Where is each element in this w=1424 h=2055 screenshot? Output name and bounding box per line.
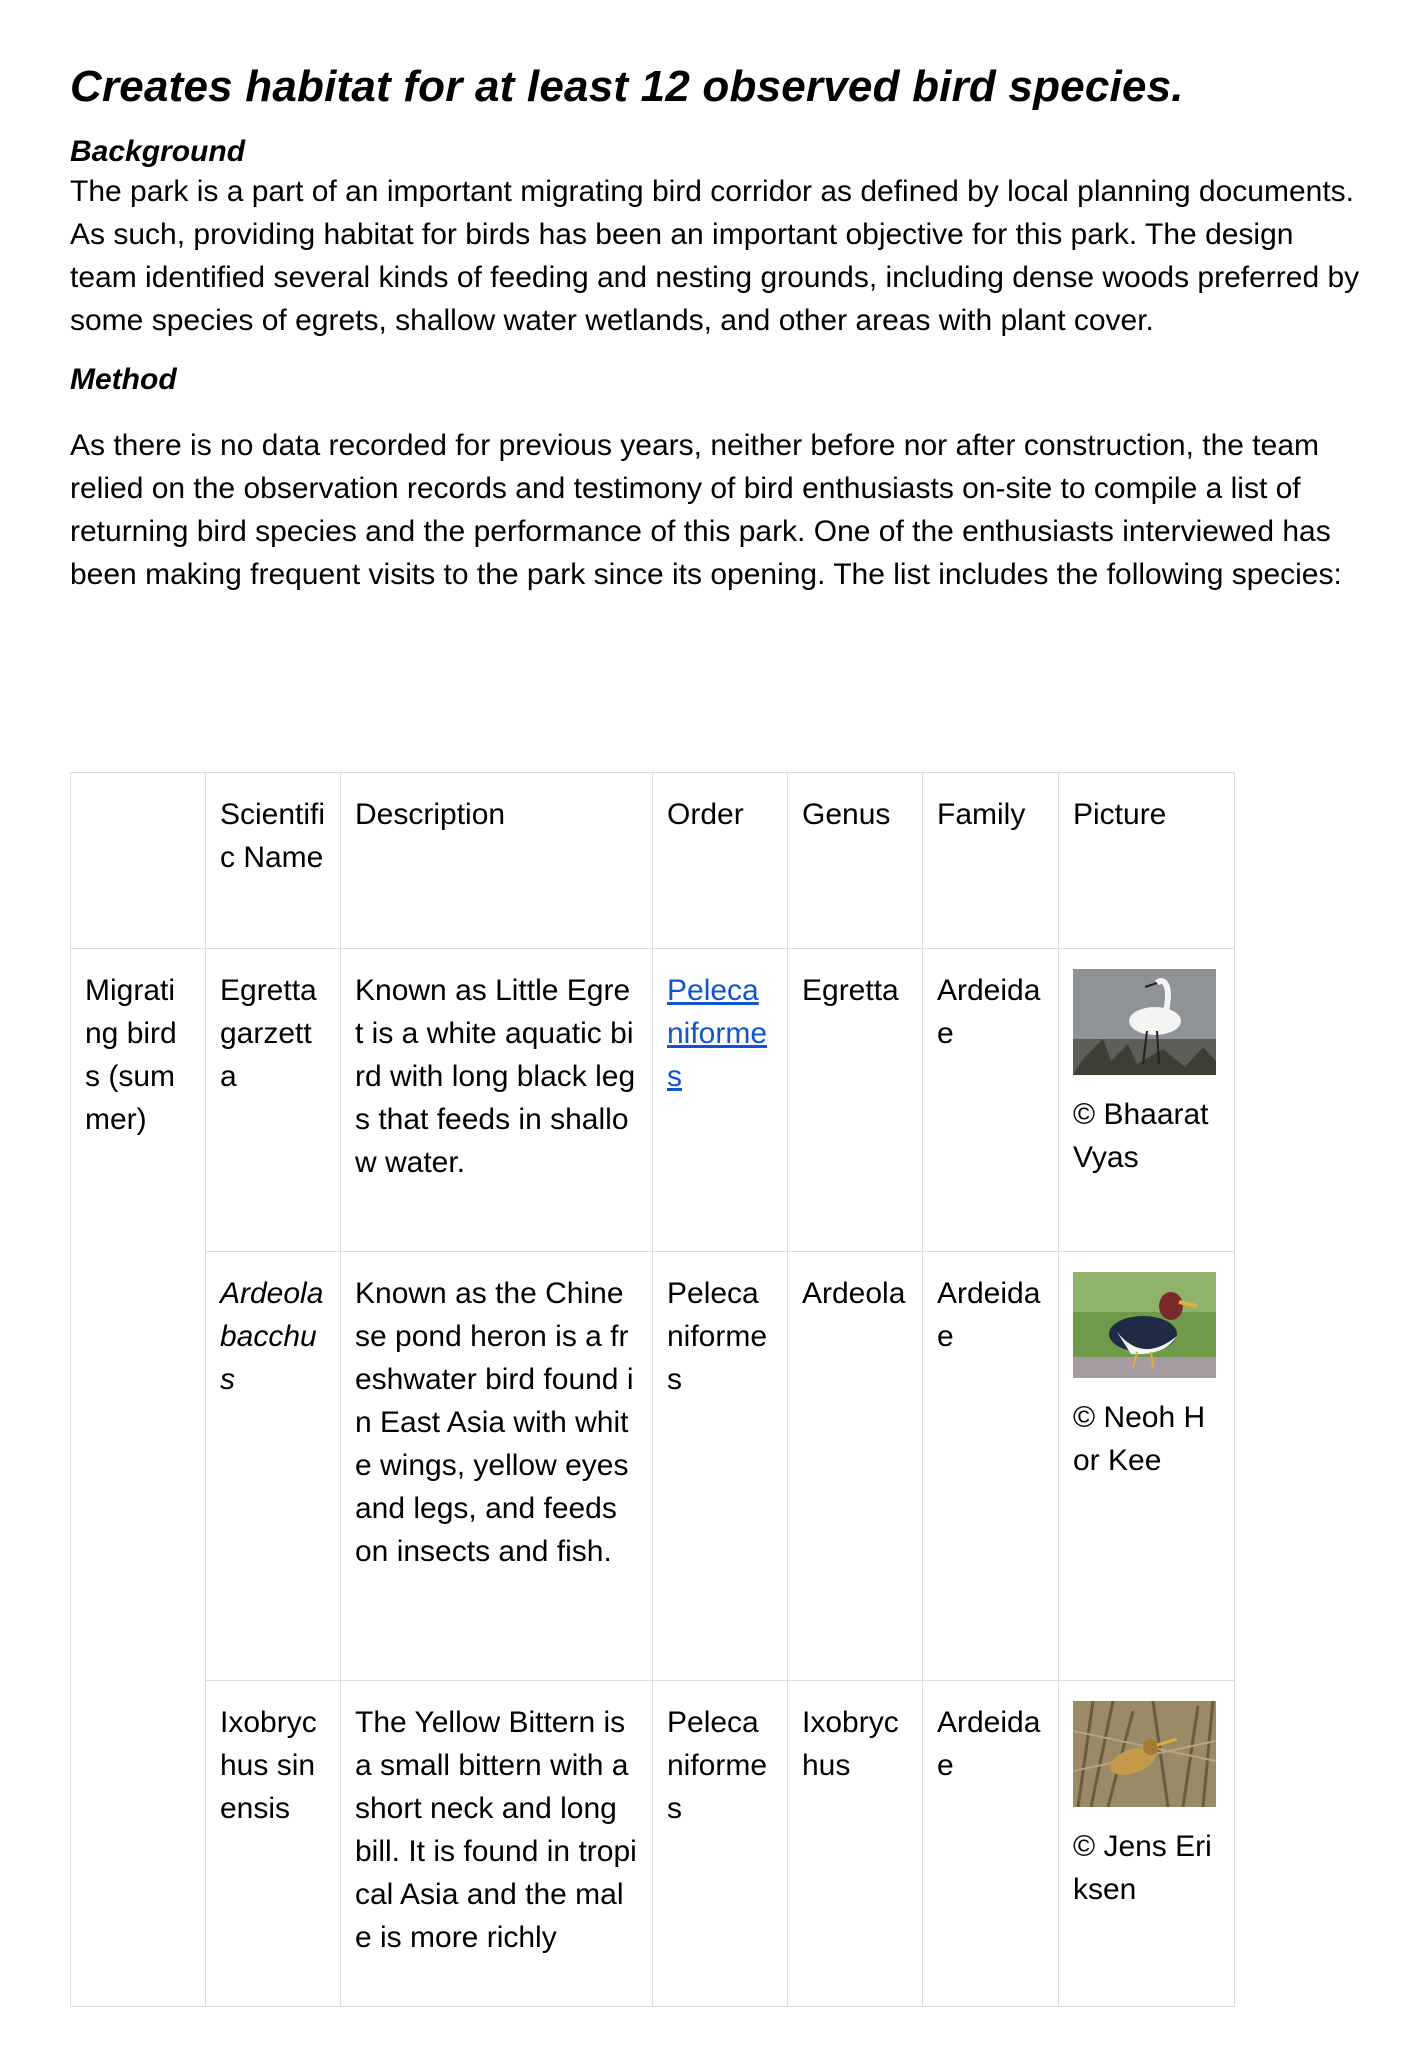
- table-row: [71, 949, 1235, 1252]
- description-cell: The Yellow Bittern is a small bittern with a short neck and long bill. It is found in tropical Asia and the male is more richly: [341, 1681, 653, 2007]
- family-cell: Ardeidae: [923, 949, 1059, 1252]
- header-description: Description: [341, 773, 653, 949]
- page-title: Creates habitat for at least 12 observed bird species.: [70, 62, 1184, 111]
- description-cell: Known as the Chinese pond heron is a freshwater bird found in East Asia with white wings, yellow eyes and legs, and feeds on insects and fish.: [341, 1252, 653, 1681]
- genus-cell: Ardeola: [788, 1252, 923, 1681]
- order-cell: [653, 949, 788, 1252]
- document-page: [70, 60, 1360, 596]
- order-cell: Pelecaniformes: [653, 1252, 788, 1681]
- method-paragraph: As there is no data recorded for previous years, neither before nor after construction, the team relied on the observation records and testimony of bird enthusiasts on-site to compile a list of returning bird species and the performance of this park. One of the enthusiasts interviewed has been making frequent visits to the park since its opening. The list includes the following species:: [70, 429, 1342, 591]
- group-label: Migrating birds (summer): [71, 949, 206, 2007]
- header-family: Family: [923, 773, 1059, 949]
- background-heading: Background: [70, 135, 246, 168]
- photo-credit: © Bhaarat Vyas: [1073, 1098, 1209, 1174]
- header-picture: Picture: [1059, 773, 1235, 949]
- photo-credit: © Neoh Hor Kee: [1073, 1401, 1206, 1477]
- chinese-pond-heron-photo-icon: [1073, 1272, 1216, 1378]
- genus-cell: Egretta: [788, 949, 923, 1252]
- scientific-name-cell: Egretta garzetta: [206, 949, 341, 1252]
- genus-cell: Ixobrychus: [788, 1681, 923, 2007]
- header-genus: Genus: [788, 773, 923, 949]
- scientific-name-cell: Ixobrychus sinensis: [206, 1681, 341, 2007]
- header-order: Order: [653, 773, 788, 949]
- little-egret-photo-icon: [1073, 969, 1216, 1075]
- family-cell: Ardeidae: [923, 1252, 1059, 1681]
- table-header-row: [71, 773, 1235, 949]
- yellow-bittern-photo-icon: [1073, 1701, 1216, 1807]
- table-row: [71, 1681, 1235, 2007]
- background-paragraph: The park is a part of an important migrating bird corridor as defined by local planning documents. As such, providing habitat for birds has been an important objective for this park. The design team identified several kinds of feeding and nesting grounds, including dense woods preferred by some species of egrets, shallow water wetlands, and other areas with plant cover.: [70, 175, 1360, 337]
- order-link[interactable]: Pelecaniformes: [667, 974, 768, 1093]
- picture-cell: [1059, 949, 1235, 1252]
- description-cell: Known as Little Egret is a white aquatic bird with long black legs that feeds in shallow water.: [341, 949, 653, 1252]
- picture-cell: [1059, 1252, 1235, 1681]
- header-group: [71, 773, 206, 949]
- method-heading: Method: [70, 363, 177, 396]
- species-table: [70, 772, 1235, 2007]
- order-cell: Pelecaniformes: [653, 1681, 788, 2007]
- scientific-name-cell: Ardeola bacchus: [206, 1252, 341, 1681]
- family-cell: Ardeidae: [923, 1681, 1059, 2007]
- photo-credit: © Jens Eriksen: [1073, 1830, 1212, 1906]
- picture-cell: [1059, 1681, 1235, 2007]
- header-scientific-name: Scientific Name: [206, 773, 341, 949]
- table-row: [71, 1252, 1235, 1681]
